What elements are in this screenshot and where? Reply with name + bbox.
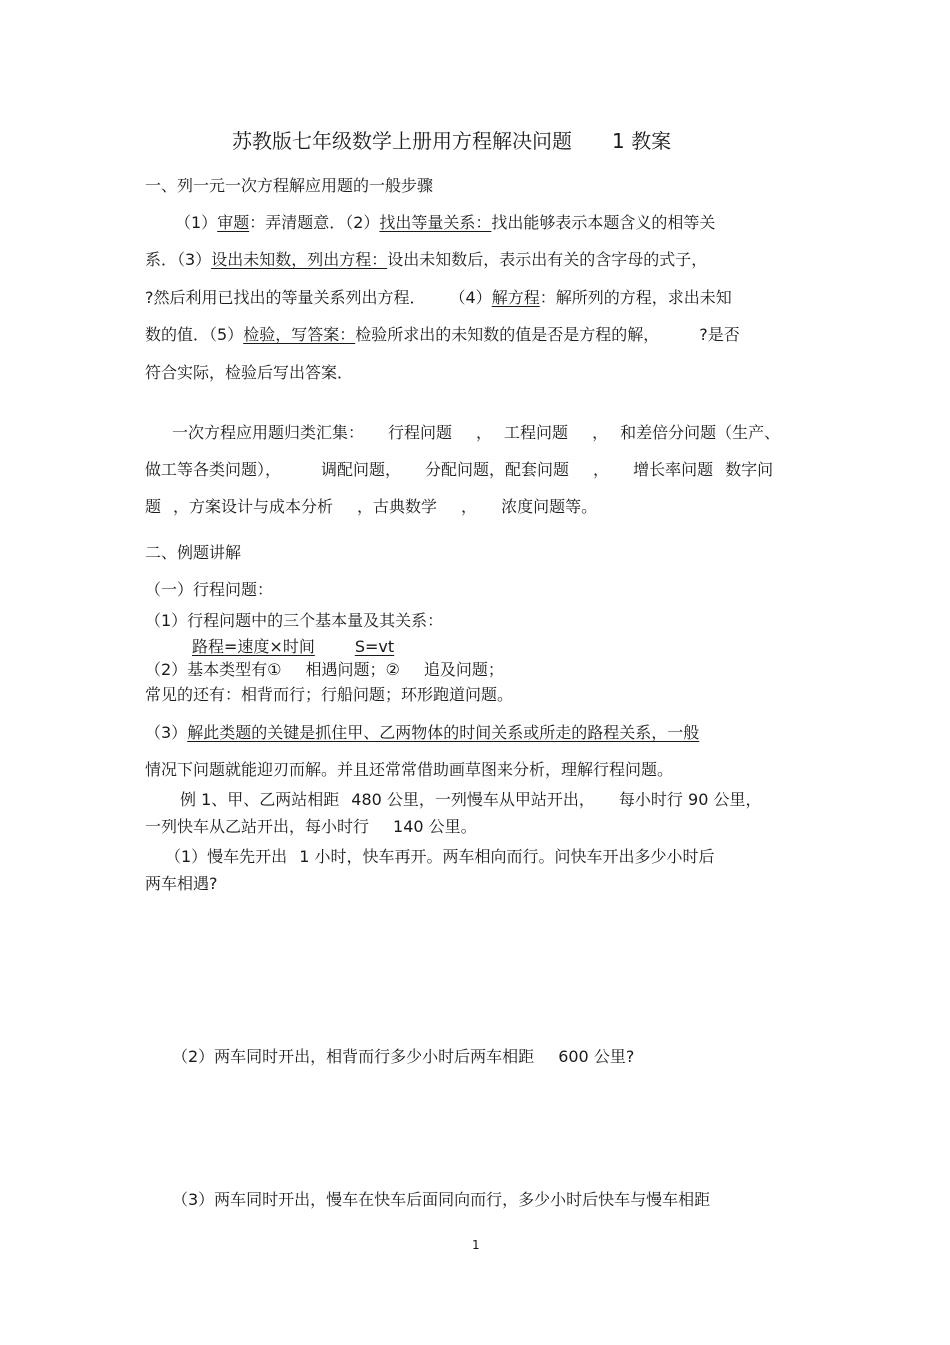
underlined-text: 设出未知数，列出方程： bbox=[211, 250, 388, 269]
travel-point-3 bbox=[145, 723, 699, 743]
text: 浓度问题等。 bbox=[501, 497, 598, 516]
text: 检验所求出的未知数的值是否是方程的解， bbox=[355, 325, 660, 344]
text: 找出能够表示本题含义的相等关 bbox=[491, 213, 716, 232]
page-number: 1 bbox=[472, 1238, 480, 1252]
text: 题 bbox=[145, 497, 162, 516]
steps-line-3 bbox=[145, 288, 732, 308]
text: （2）基本类型有① bbox=[145, 660, 282, 679]
text: 和差倍分问题（生产、 bbox=[620, 423, 781, 442]
underlined-text: 找出等量关系： bbox=[379, 213, 492, 232]
text: 600 公里? bbox=[558, 1047, 635, 1066]
text: ：解所列的方程，求出未知 bbox=[539, 288, 732, 307]
text: （4） bbox=[449, 288, 492, 307]
text: ，方案设计与成本分析 bbox=[173, 497, 334, 516]
text: 增长率问题 bbox=[633, 460, 714, 479]
text: 调配问题， bbox=[321, 460, 402, 479]
text: 例 1、甲、乙两站相距 bbox=[180, 790, 340, 809]
travel-point-3-cont: 情况下问题就能迎刃而解。并且还常常借助画草图来分析，理解行程问题。 bbox=[145, 760, 674, 779]
text: （1）慢车先开出 bbox=[165, 847, 288, 866]
question-2 bbox=[172, 1047, 634, 1067]
text: 140 公里。 bbox=[393, 817, 477, 836]
underlined-text: 检验，写答案： bbox=[243, 325, 356, 344]
text: ：弄清题意．（2） bbox=[249, 213, 380, 232]
section-1-heading: 一、列一元一次方程解应用题的一般步骤 bbox=[145, 176, 434, 195]
text: 设出未知数后，表示出有关的含字母的式子， bbox=[387, 250, 708, 269]
summary-line-3 bbox=[145, 497, 597, 517]
steps-line-2 bbox=[145, 250, 707, 270]
formula-words: 路程=速度×时间 bbox=[192, 637, 315, 656]
example-1-line-2 bbox=[145, 817, 477, 837]
text: （1） bbox=[175, 213, 218, 232]
question-1-line-1 bbox=[165, 847, 714, 867]
text: 一列快车从乙站开出，每小时行 bbox=[145, 817, 370, 836]
text: ， bbox=[476, 423, 493, 442]
text: 1 小时，快车再开。两车相向而行。问快车开出多少小时后 bbox=[299, 847, 715, 866]
text: （2）两车同时开出，相背而行多少小时后两车相距 bbox=[172, 1047, 535, 1066]
text: 做工等各类问题）， bbox=[145, 460, 282, 479]
section-2-heading: 二、例题讲解 bbox=[145, 543, 242, 562]
page-title bbox=[232, 128, 671, 154]
underlined-text: 解方程 bbox=[491, 288, 540, 307]
text: 相遇问题；② bbox=[305, 660, 400, 679]
underlined-text: 解此类题的关键是抓住甲、乙两物体的时间关系或所走的路程关系，一般 bbox=[187, 723, 700, 742]
formula bbox=[192, 637, 428, 657]
text: 系．（3） bbox=[145, 250, 212, 269]
text: 数的值．（5） bbox=[145, 325, 244, 344]
summary-line-2 bbox=[145, 460, 773, 480]
summary-line-1 bbox=[172, 423, 780, 443]
text: 工程问题 bbox=[504, 423, 569, 442]
travel-point-1: （1）行程问题中的三个基本量及其关系： bbox=[145, 611, 444, 630]
title-number: 1 教案 bbox=[612, 129, 672, 153]
steps-line-5: 符合实际，检验后写出答案． bbox=[145, 363, 354, 382]
text: 一次方程应用题归类汇集： bbox=[172, 423, 365, 442]
text: ?是否 bbox=[699, 325, 740, 344]
subsection-travel: （一）行程问题： bbox=[145, 580, 274, 599]
text: 数字问 bbox=[725, 460, 774, 479]
question-1-line-2: 两车相遇? bbox=[145, 874, 218, 893]
travel-point-2 bbox=[145, 660, 504, 680]
steps-line-1 bbox=[175, 213, 715, 233]
travel-common-types: 常见的还有：相背而行；行船问题；环形跑道问题。 bbox=[145, 685, 514, 704]
underlined-text: 审题 bbox=[217, 213, 250, 232]
text: ， bbox=[592, 423, 609, 442]
text: ， bbox=[461, 497, 478, 516]
text: ， bbox=[593, 460, 610, 479]
text: （3） bbox=[145, 723, 188, 742]
text: 追及问题； bbox=[423, 660, 504, 679]
text: 分配问题，配套问题 bbox=[425, 460, 570, 479]
text: 每小时行 90 公里， bbox=[618, 790, 762, 809]
text: 480 公里，一列慢车从甲站开出， bbox=[351, 790, 595, 809]
formula-symbol: S=vt bbox=[354, 637, 395, 656]
example-1-line-1 bbox=[180, 790, 761, 810]
text: ，古典数学 bbox=[357, 497, 438, 516]
text: ?然后利用已找出的等量关系列出方程． bbox=[145, 288, 426, 307]
title-main: 苏教版七年级数学上册用方程解决问题 bbox=[232, 129, 572, 153]
steps-line-4 bbox=[145, 325, 740, 345]
text: 行程问题 bbox=[388, 423, 453, 442]
formula-text bbox=[192, 637, 428, 657]
question-3: （3）两车同时开出，慢车在快车后面同向而行，多少小时后快车与慢车相距 bbox=[172, 1190, 711, 1209]
